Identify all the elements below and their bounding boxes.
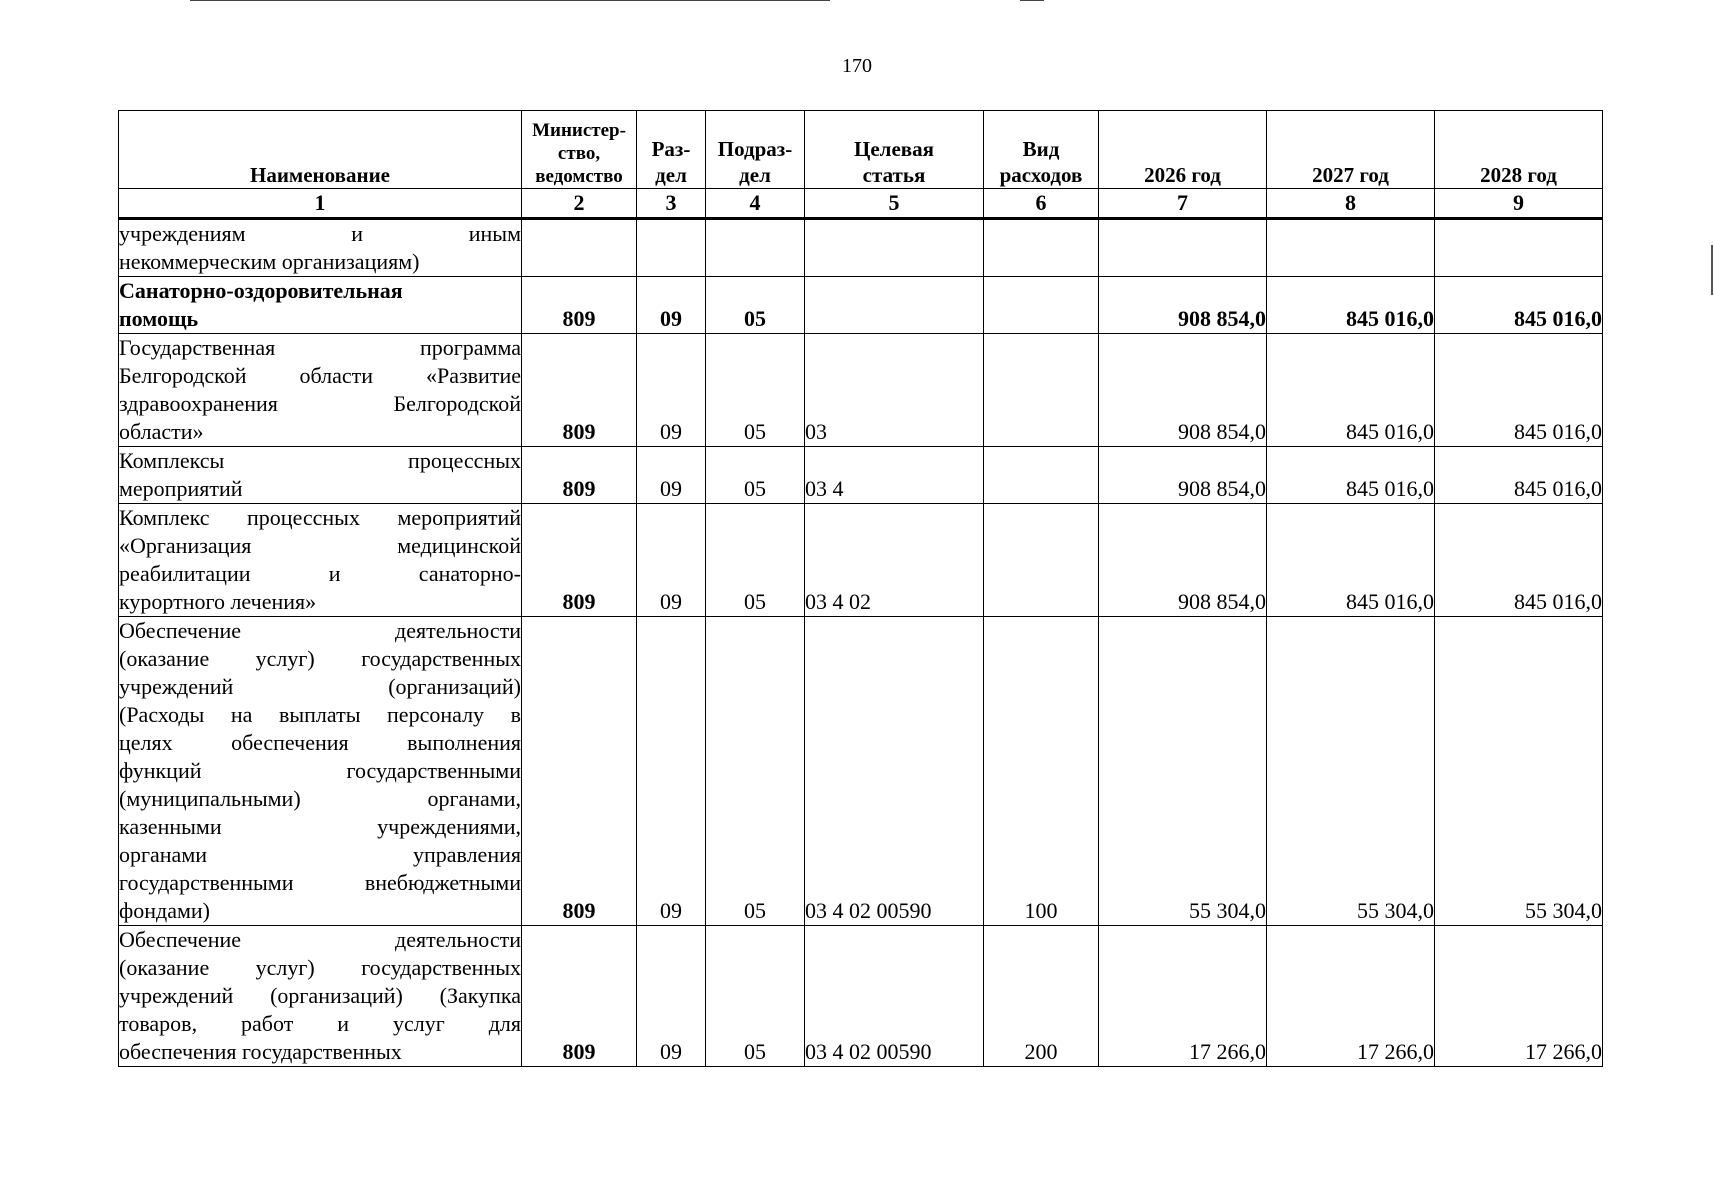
row-name-line: Комплексы процессных xyxy=(119,448,521,473)
row-amount-2027: 55 304,0 xyxy=(1267,617,1435,926)
row-subsection: 05 xyxy=(706,334,805,447)
table-row xyxy=(119,617,1603,926)
table-row xyxy=(119,504,1603,617)
row-name-line: некоммерческим организациям) xyxy=(119,249,420,274)
table-row xyxy=(119,334,1603,447)
row-amount-2027: 845 016,0 xyxy=(1267,334,1435,447)
header-section xyxy=(637,111,706,189)
row-target-article: 03 xyxy=(805,334,984,447)
row-subsection xyxy=(706,219,805,277)
row-name-line: помощь xyxy=(119,306,199,331)
row-name-line: курортного лечения» xyxy=(119,589,317,614)
header-subsection-line: Подраз- xyxy=(717,137,793,161)
row-name-line: (муниципальными) органами, xyxy=(119,786,521,811)
row-amount-2028: 55 304,0 xyxy=(1435,617,1603,926)
column-number-row xyxy=(119,189,1603,219)
row-expense-type xyxy=(984,219,1099,277)
row-target-article: 03 4 02 00590 xyxy=(805,617,984,926)
row-name-line: (Расходы на выплаты персоналу в xyxy=(119,702,521,727)
row-section: 09 xyxy=(637,334,706,447)
scan-edge-mark xyxy=(1711,245,1713,295)
row-name-line: здравоохранения Белгородской xyxy=(119,391,521,416)
row-ministry: 809 xyxy=(522,926,637,1067)
row-name-line: «Организация медицинской xyxy=(119,533,521,558)
header-ministry-line: ведомство xyxy=(535,166,623,187)
row-name xyxy=(119,926,522,1067)
row-expense-type xyxy=(984,277,1099,334)
row-name-line: Государственная программа xyxy=(119,335,521,360)
row-amount-2028: 845 016,0 xyxy=(1435,504,1603,617)
column-number: 9 xyxy=(1435,189,1603,219)
row-name-line: Обеспечение деятельности xyxy=(119,927,521,952)
column-number: 4 xyxy=(706,189,805,219)
row-subsection: 05 xyxy=(706,617,805,926)
row-name-line: органами управления xyxy=(119,842,521,867)
row-amount-2026 xyxy=(1099,219,1267,277)
header-name: Наименование xyxy=(119,111,522,189)
row-name xyxy=(119,334,522,447)
header-expense-type xyxy=(984,111,1099,189)
row-target-article: 03 4 02 xyxy=(805,504,984,617)
row-amount-2028: 845 016,0 xyxy=(1435,277,1603,334)
header-ministry-line: Министер- xyxy=(532,120,626,141)
header-year-2027: 2027 год xyxy=(1267,111,1435,189)
row-subsection: 05 xyxy=(706,926,805,1067)
column-number: 3 xyxy=(637,189,706,219)
row-amount-2026: 908 854,0 xyxy=(1099,447,1267,504)
row-target-article xyxy=(805,277,984,334)
row-ministry: 809 xyxy=(522,617,637,926)
row-name-line: Комплекс процессных мероприятий xyxy=(119,505,521,530)
table-row xyxy=(119,447,1603,504)
header-subsection-line: дел xyxy=(739,163,771,187)
row-name-line: реабилитации и санаторно- xyxy=(119,561,521,586)
row-name-line: Санаторно-оздоровительная xyxy=(119,278,403,303)
header-expense-type-line: расходов xyxy=(999,163,1083,187)
row-name xyxy=(119,504,522,617)
row-amount-2026: 908 854,0 xyxy=(1099,334,1267,447)
column-number: 8 xyxy=(1267,189,1435,219)
header-ministry xyxy=(522,111,637,189)
row-name-line: учреждениям и иным xyxy=(119,221,521,246)
row-subsection: 05 xyxy=(706,504,805,617)
budget-table xyxy=(118,110,1603,1067)
row-amount-2027 xyxy=(1267,219,1435,277)
header-year-2026: 2026 год xyxy=(1099,111,1267,189)
row-expense-type: 200 xyxy=(984,926,1099,1067)
row-name-line: Обеспечение деятельности xyxy=(119,618,521,643)
row-amount-2026: 17 266,0 xyxy=(1099,926,1267,1067)
top-scan-rule-fragment xyxy=(1020,0,1044,1)
row-name-line: Белгородской области «Развитие xyxy=(119,363,521,388)
row-name xyxy=(119,447,522,504)
row-expense-type xyxy=(984,334,1099,447)
row-amount-2027: 17 266,0 xyxy=(1267,926,1435,1067)
row-name-line: государственными внебюджетными xyxy=(119,870,521,895)
column-number: 7 xyxy=(1099,189,1267,219)
row-subsection: 05 xyxy=(706,447,805,504)
row-section: 09 xyxy=(637,504,706,617)
row-section: 09 xyxy=(637,277,706,334)
column-number: 5 xyxy=(805,189,984,219)
row-section xyxy=(637,219,706,277)
row-name-line: обеспечения государственных xyxy=(119,1039,402,1064)
header-target-line: статья xyxy=(862,163,926,187)
header-expense-type-line: Вид xyxy=(1022,137,1060,161)
row-expense-type: 100 xyxy=(984,617,1099,926)
row-amount-2027: 845 016,0 xyxy=(1267,277,1435,334)
row-amount-2026: 908 854,0 xyxy=(1099,277,1267,334)
header-ministry-line: ство, xyxy=(557,143,601,164)
row-ministry: 809 xyxy=(522,504,637,617)
row-section: 09 xyxy=(637,447,706,504)
row-section: 09 xyxy=(637,926,706,1067)
row-subsection: 05 xyxy=(706,277,805,334)
row-amount-2027: 845 016,0 xyxy=(1267,504,1435,617)
row-ministry xyxy=(522,219,637,277)
top-scan-rule xyxy=(190,0,830,1)
row-expense-type xyxy=(984,504,1099,617)
page-number: 170 xyxy=(842,55,872,77)
row-name-line: функций государственными xyxy=(119,758,521,783)
row-amount-2026: 908 854,0 xyxy=(1099,504,1267,617)
row-target-article xyxy=(805,219,984,277)
row-amount-2028 xyxy=(1435,219,1603,277)
row-name xyxy=(119,277,522,334)
row-ministry: 809 xyxy=(522,277,637,334)
header-target-line: Целевая xyxy=(854,137,934,161)
row-name-line: казенными учреждениями, xyxy=(119,814,521,839)
row-name xyxy=(119,219,522,277)
table-header xyxy=(119,111,1603,219)
row-name-line: фондами) xyxy=(119,898,211,923)
row-name-line: учреждений (организаций) (Закупка xyxy=(119,983,521,1008)
row-amount-2028: 17 266,0 xyxy=(1435,926,1603,1067)
header-year-2028: 2028 год xyxy=(1435,111,1603,189)
row-amount-2027: 845 016,0 xyxy=(1267,447,1435,504)
row-name-line: учреждений (организаций) xyxy=(119,674,521,699)
column-number: 2 xyxy=(522,189,637,219)
row-expense-type xyxy=(984,447,1099,504)
row-target-article: 03 4 02 00590 xyxy=(805,926,984,1067)
row-name-line: (оказание услуг) государственных xyxy=(119,955,521,980)
row-name-line: мероприятий xyxy=(119,476,243,501)
row-amount-2026: 55 304,0 xyxy=(1099,617,1267,926)
header-section-line: дел xyxy=(655,163,687,187)
row-name-line: целях обеспечения выполнения xyxy=(119,730,521,755)
row-amount-2028: 845 016,0 xyxy=(1435,447,1603,504)
row-name-line: (оказание услуг) государственных xyxy=(119,646,521,671)
table-row xyxy=(119,926,1603,1067)
table-body xyxy=(119,219,1603,1067)
row-section: 09 xyxy=(637,617,706,926)
row-name xyxy=(119,617,522,926)
row-ministry: 809 xyxy=(522,447,637,504)
row-target-article: 03 4 xyxy=(805,447,984,504)
row-amount-2028: 845 016,0 xyxy=(1435,334,1603,447)
row-name-line: области» xyxy=(119,419,204,444)
header-target xyxy=(805,111,984,189)
header-subsection xyxy=(706,111,805,189)
row-name-line: товаров, работ и услуг для xyxy=(119,1011,521,1036)
header-section-line: Раз- xyxy=(651,137,691,161)
column-number: 1 xyxy=(119,189,522,219)
table-row xyxy=(119,277,1603,334)
column-number: 6 xyxy=(984,189,1099,219)
table-row xyxy=(119,219,1603,277)
row-ministry: 809 xyxy=(522,334,637,447)
